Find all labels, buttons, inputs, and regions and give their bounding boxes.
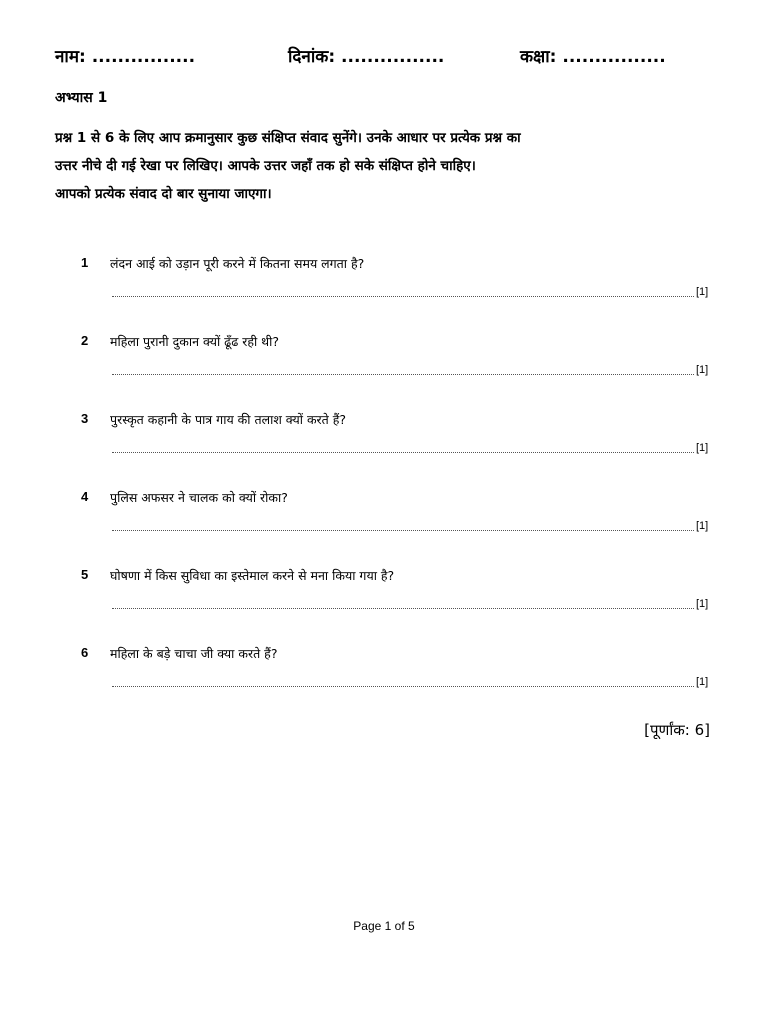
question-text: पुरस्कृत कहानी के पात्र गाय की तलाश क्यों करते हैं? xyxy=(110,412,347,427)
question-6 xyxy=(0,645,768,715)
question-text: महिला पुरानी दुकान क्यों ढूँढ रही थी? xyxy=(110,334,280,349)
question-3 xyxy=(0,411,768,481)
instruction-line: आपको प्रत्येक संवाद दो बार सुनाया जाएगा। xyxy=(55,186,272,202)
exercise-title: अभ्यास 1 xyxy=(55,90,108,106)
question-text: महिला के बड़े चाचा जी क्या करते हैं? xyxy=(110,646,278,661)
marks-label: [1] xyxy=(696,364,709,376)
marks-label: [1] xyxy=(696,286,709,298)
instruction-line: प्रश्न 1 से 6 के लिए आप क्रमानुसार कुछ संक्षिप्त संवाद सुनेंगे। उनके आधार पर प्रत्येक प्रश्न का xyxy=(55,130,521,146)
total-marks: [पूर्णांक: 6] xyxy=(644,721,710,739)
question-number: 1 xyxy=(81,255,89,270)
answer-line[interactable] xyxy=(112,520,694,531)
page-footer: Page 1 of 5 xyxy=(353,919,415,933)
marks-label: [1] xyxy=(696,598,709,610)
answer-line[interactable] xyxy=(112,442,694,453)
question-text: लंदन आई को उड़ान पूरी करने में कितना समय लगता है? xyxy=(110,256,365,271)
question-text: घोषणा में किस सुविधा का इस्तेमाल करने से मना किया गया है? xyxy=(110,568,395,583)
instruction-line: उत्तर नीचे दी गई रेखा पर लिखिए। आपके उत्तर जहाँ तक हो सके संक्षिप्त होने चाहिए। xyxy=(55,158,476,174)
question-number: 3 xyxy=(81,411,89,426)
date-field: दिनांक: ................ xyxy=(288,47,445,67)
header-row xyxy=(55,44,715,72)
question-number: 6 xyxy=(81,645,89,660)
class-field: कक्षा: ................ xyxy=(520,47,666,67)
question-2 xyxy=(0,333,768,403)
marks-label: [1] xyxy=(696,520,709,532)
marks-label: [1] xyxy=(696,676,709,688)
question-number: 2 xyxy=(81,333,89,348)
instructions xyxy=(55,124,695,208)
question-text: पुलिस अफसर ने चालक को क्यों रोका? xyxy=(110,490,288,505)
question-1 xyxy=(0,255,768,325)
question-number: 4 xyxy=(81,489,89,504)
question-number: 5 xyxy=(81,567,89,582)
answer-line[interactable] xyxy=(112,676,694,687)
question-5 xyxy=(0,567,768,637)
name-field: नाम: ................ xyxy=(55,47,196,67)
question-4 xyxy=(0,489,768,559)
marks-label: [1] xyxy=(696,442,709,454)
answer-line[interactable] xyxy=(112,286,694,297)
answer-line[interactable] xyxy=(112,598,694,609)
answer-line[interactable] xyxy=(112,364,694,375)
